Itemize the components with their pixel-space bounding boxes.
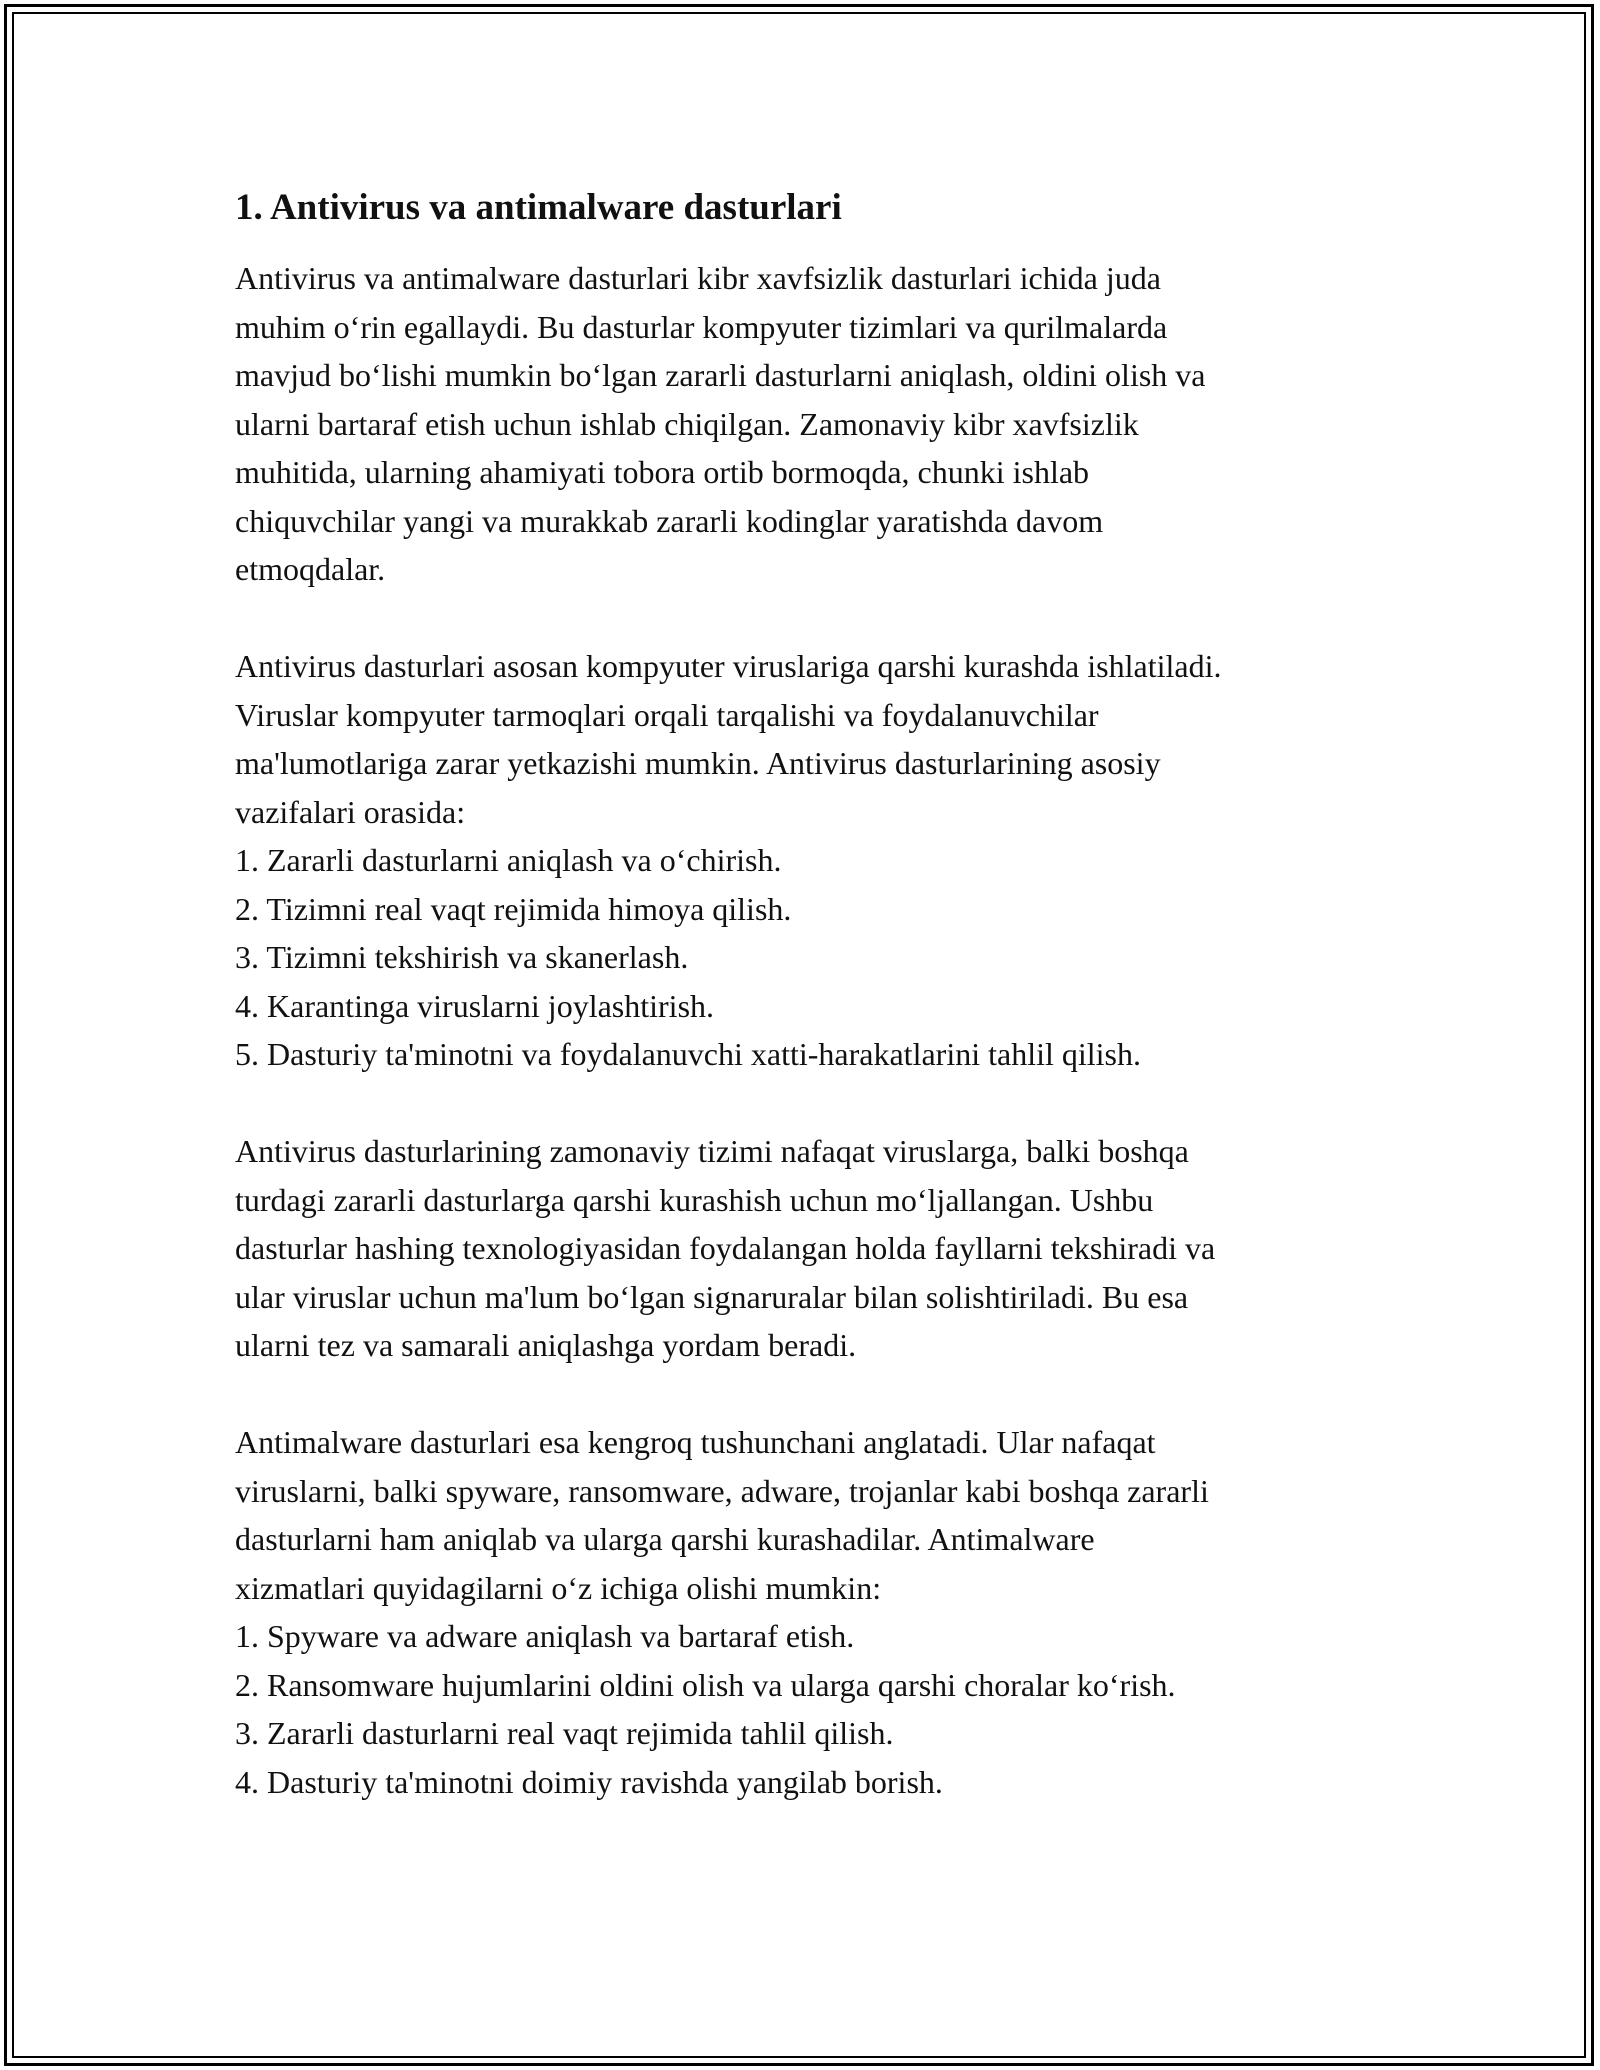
paragraph-antimalware: Antimalware dasturlari esa kengroq tushunchani anglatadi. Ular nafaqat viruslarni, balki spyware, ransomware, adware, trojanlar kabi boshqa zararli dasturlarni ham aniqlab va ularga qarshi kurashadilar. Antimalware xizmatlari quyidagilarni o‘z ichiga olishi mumkin: 1. Spyware va adware aniqlash va bartaraf etish. 2. Ransomware hujumlarini oldini olish va ularga qarshi choralar ko‘rish. 3. Zararli dasturlarni real vaqt rejimida tahlil qilish. 4. Dasturiy ta'minotni doimiy ravishda yangilab borish. bbox=[235, 1424, 1209, 1800]
paragraph-spacer bbox=[235, 594, 1385, 643]
paragraph-modern-system: Antivirus dasturlarining zamonaviy tizimi nafaqat viruslarga, balki boshqa turdagi zararli dasturlarga qarshi kurashish uchun mo‘ljallangan. Ushbu dasturlar hashing texnologiyasidan foydalangan holda fayllarni tekshiradi va ular viruslar uchun ma'lum bo‘lgan signaruralar bilan solishtiriladi. Bu esa ularni tez va samarali aniqlashga yordam beradi. bbox=[235, 1133, 1216, 1363]
paragraph-antivirus-tasks: Antivirus dasturlari asosan kompyuter viruslariga qarshi kurashda ishlatiladi. Viruslar kompyuter tarmoqlari orqali tarqalishi va foydalanuvchilar ma'lumotlariga zarar yetkazishi mumkin. Antivirus dasturlarining asosiy vazifalari orasida: 1. Zararli dasturlarni aniqlash va o‘chirish. 2. Tizimni real vaqt rejimida himoya qilish. 3. Tizimni tekshirish va skanerlash. 4. Karantinga viruslarni joylashtirish. 5. Dasturiy ta'minotni va foydalanuvchi xatti-harakatlarini tahlil qilish. bbox=[235, 648, 1222, 1072]
paragraph-spacer bbox=[235, 1079, 1385, 1128]
document-body bbox=[235, 184, 1385, 1806]
paragraph-intro: Antivirus va antimalware dasturlari kibr xavfsizlik dasturlari ichida juda muhim o‘rin egallaydi. Bu dasturlar kompyuter tizimlari va qurilmalarda mavjud bo‘lishi mumkin bo‘lgan zararli dasturlarni aniqlash, oldini olish va ularni bartaraf etish uchun ishlab chiqilgan. Zamonaviy kibr xavfsizlik muhitida, ularning ahamiyati tobora ortib bormoqda, chunki ishlab chiquvchilar yangi va murakkab zararli kodinglar yaratishda davom etmoqdalar. bbox=[235, 260, 1206, 587]
paragraph-spacer bbox=[235, 1370, 1385, 1419]
section-heading: 1. Antivirus va antimalware dasturlari bbox=[235, 187, 842, 228]
